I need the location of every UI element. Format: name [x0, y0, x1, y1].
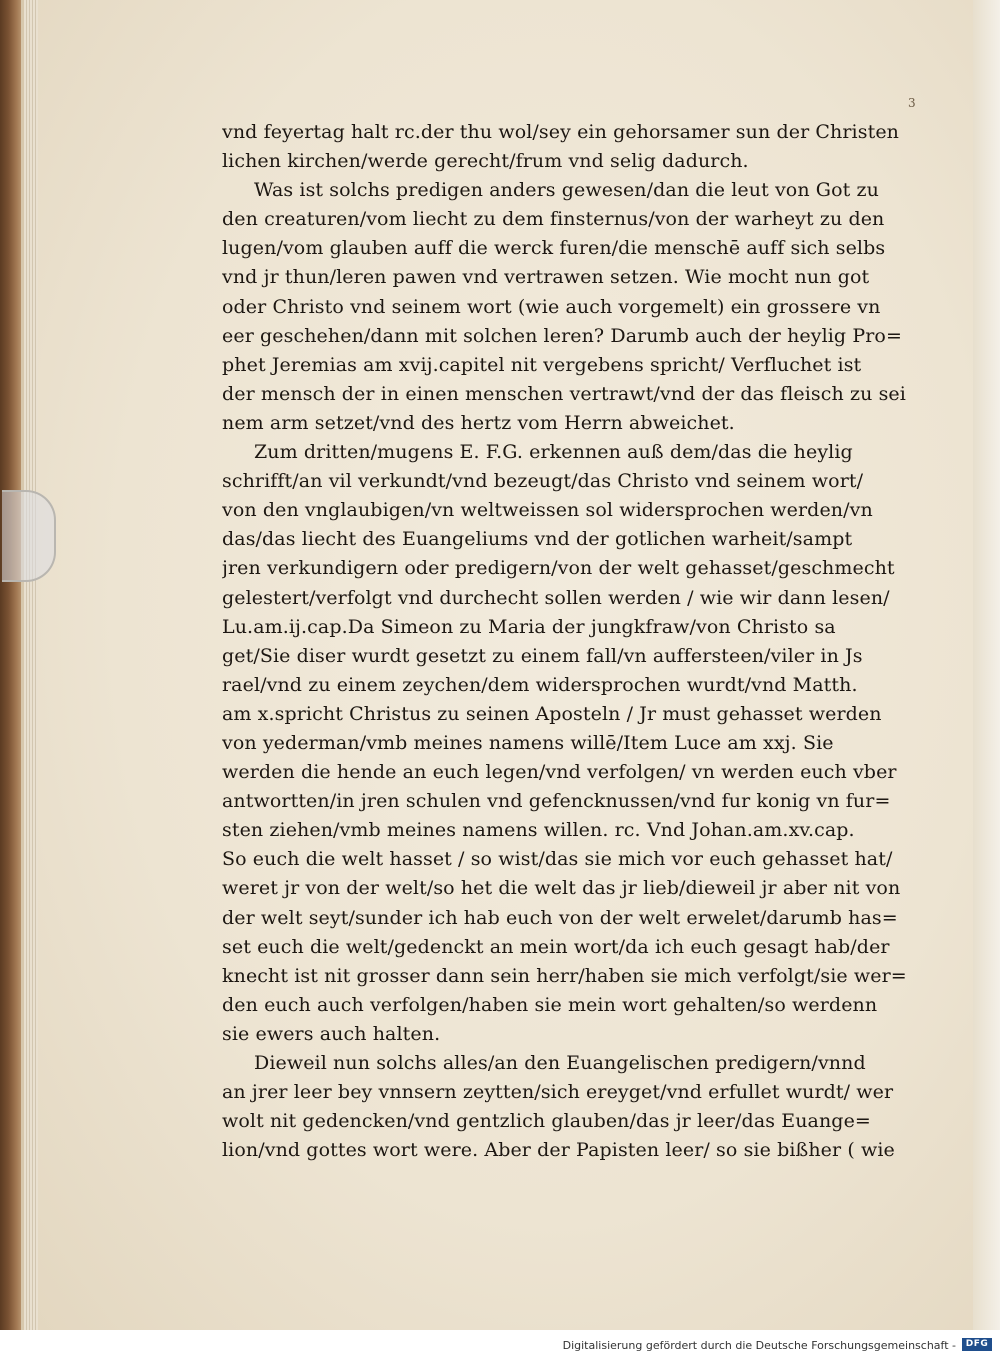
- text-line: Lu.am.ij.cap.Da Simeon zu Maria der jungkfraw/von Christo sa: [222, 615, 836, 638]
- text-line: Was ist solchs predigen anders gewesen/dan die leut von Got zu: [254, 179, 879, 202]
- text-line: vnd feyertag halt rc.der thu wol/sey ein gehorsamer sun der Christen: [222, 121, 899, 143]
- text-line: nem arm setzet/vnd des hertz vom Herrn abweichet.: [222, 411, 735, 434]
- page-clip: [2, 490, 56, 582]
- text-line: lion/vnd gottes wort were. Aber der Papisten leer/ so sie bißher ( wie: [222, 1139, 895, 1162]
- text-line: So euch die welt hasset / so wist/das sie mich vor euch gehasset hat/: [222, 848, 893, 871]
- text-line: weret jr von der welt/so het die welt das jr lieb/dieweil jr aber nit von: [222, 877, 901, 900]
- text-line: den euch auch verfolgen/haben sie mein wort gehalten/so werdenn: [222, 993, 878, 1016]
- text-line: set euch die welt/gedenckt an mein wort/da ich euch gesagt hab/der: [222, 935, 890, 958]
- page-edges: [24, 0, 38, 1330]
- page-text-block: [222, 118, 912, 1165]
- text-line: knecht ist nit grosser dann sein herr/haben sie mich verfolgt/sie wer=: [222, 964, 907, 987]
- text-line: das/das liecht des Euangeliums vnd der gotlichen warheit/sampt: [222, 528, 853, 551]
- text-line: von den vnglaubigen/vn weltweissen sol widersprochen werden/vn: [222, 499, 873, 522]
- text-line: sten ziehen/vmb meines namens willen. rc. Vnd Johan.am.xv.cap.: [222, 819, 855, 842]
- text-line: sie ewers auch halten.: [222, 1022, 441, 1045]
- text-line: der welt seyt/sunder ich hab euch von der welt erwelet/darumb has=: [222, 906, 898, 929]
- funding-credit: Digitalisierung gefördert durch die Deutsche Forschungsgemeinschaft -: [562, 1339, 956, 1352]
- text-line: eer geschehen/dann mit solchen leren? Darumb auch der heylig Pro=: [222, 324, 902, 347]
- text-line: schrifft/an vil verkundt/vnd bezeugt/das Christo vnd seinem wort/: [222, 470, 864, 493]
- text-line: gelestert/verfolgt vnd durchecht sollen werden / wie wir dann lesen/: [222, 586, 890, 609]
- text-line: der mensch der in einen menschen vertrawt/vnd der das fleisch zu sei: [222, 382, 906, 405]
- text-line: antwortten/in jren schulen vnd gefencknussen/vnd fur konig vn fur=: [222, 790, 891, 813]
- text-line: get/Sie diser wurdt gesetzt zu einem fall/vn auffersteen/viler in Js: [222, 644, 863, 667]
- text-line: werden die hende an euch legen/vnd verfolgen/ vn werden euch vber: [222, 761, 897, 784]
- text-line: am x.spricht Christus zu seinen Aposteln / Jr must gehasset werden: [222, 702, 882, 725]
- text-line: wolt nit gedencken/vnd gentzlich glauben/das jr leer/das Euange=: [222, 1110, 871, 1133]
- text-line: an jrer leer bey vnnsern zeytten/sich ereyget/vnd erfullet wurdt/ wer: [222, 1081, 894, 1104]
- text-line: Zum dritten/mugens E. F.G. erkennen auß dem/das die heylig: [254, 441, 853, 464]
- text-line: Dieweil nun solchs alles/an den Euangelischen predigern/vnnd: [254, 1052, 866, 1074]
- dfg-logo: DFG: [962, 1338, 992, 1351]
- text-line: von yederman/vmb meines namens willē/Item Luce am xxj. Sie: [222, 731, 834, 754]
- text-line: jren verkundigern oder predigern/von der welt gehasset/geschmecht: [222, 557, 895, 580]
- corner-mark: 3: [908, 96, 916, 110]
- text-line: vnd jr thun/leren pawen vnd vertrawen setzen. Wie mocht nun got: [222, 266, 870, 289]
- right-margin: [973, 0, 1000, 1330]
- text-line: lugen/vom glauben auff die werck furen/die menschē auff sich selbs: [222, 237, 886, 260]
- text-line: rael/vnd zu einem zeychen/dem widersprochen wurdt/vnd Matth.: [222, 673, 858, 696]
- footer-bar: [0, 1330, 1000, 1357]
- book-binding: [0, 0, 24, 1330]
- text-line: phet Jeremias am xvij.capitel nit vergebens spricht/ Verfluchet ist: [222, 353, 862, 376]
- text-line: den creaturen/vom liecht zu dem finsternus/von der warheyt zu den: [222, 208, 885, 231]
- text-line: lichen kirchen/werde gerecht/frum vnd selig dadurch.: [222, 150, 749, 173]
- text-line: oder Christo vnd seinem wort (wie auch vorgemelt) ein grossere vn: [222, 295, 881, 318]
